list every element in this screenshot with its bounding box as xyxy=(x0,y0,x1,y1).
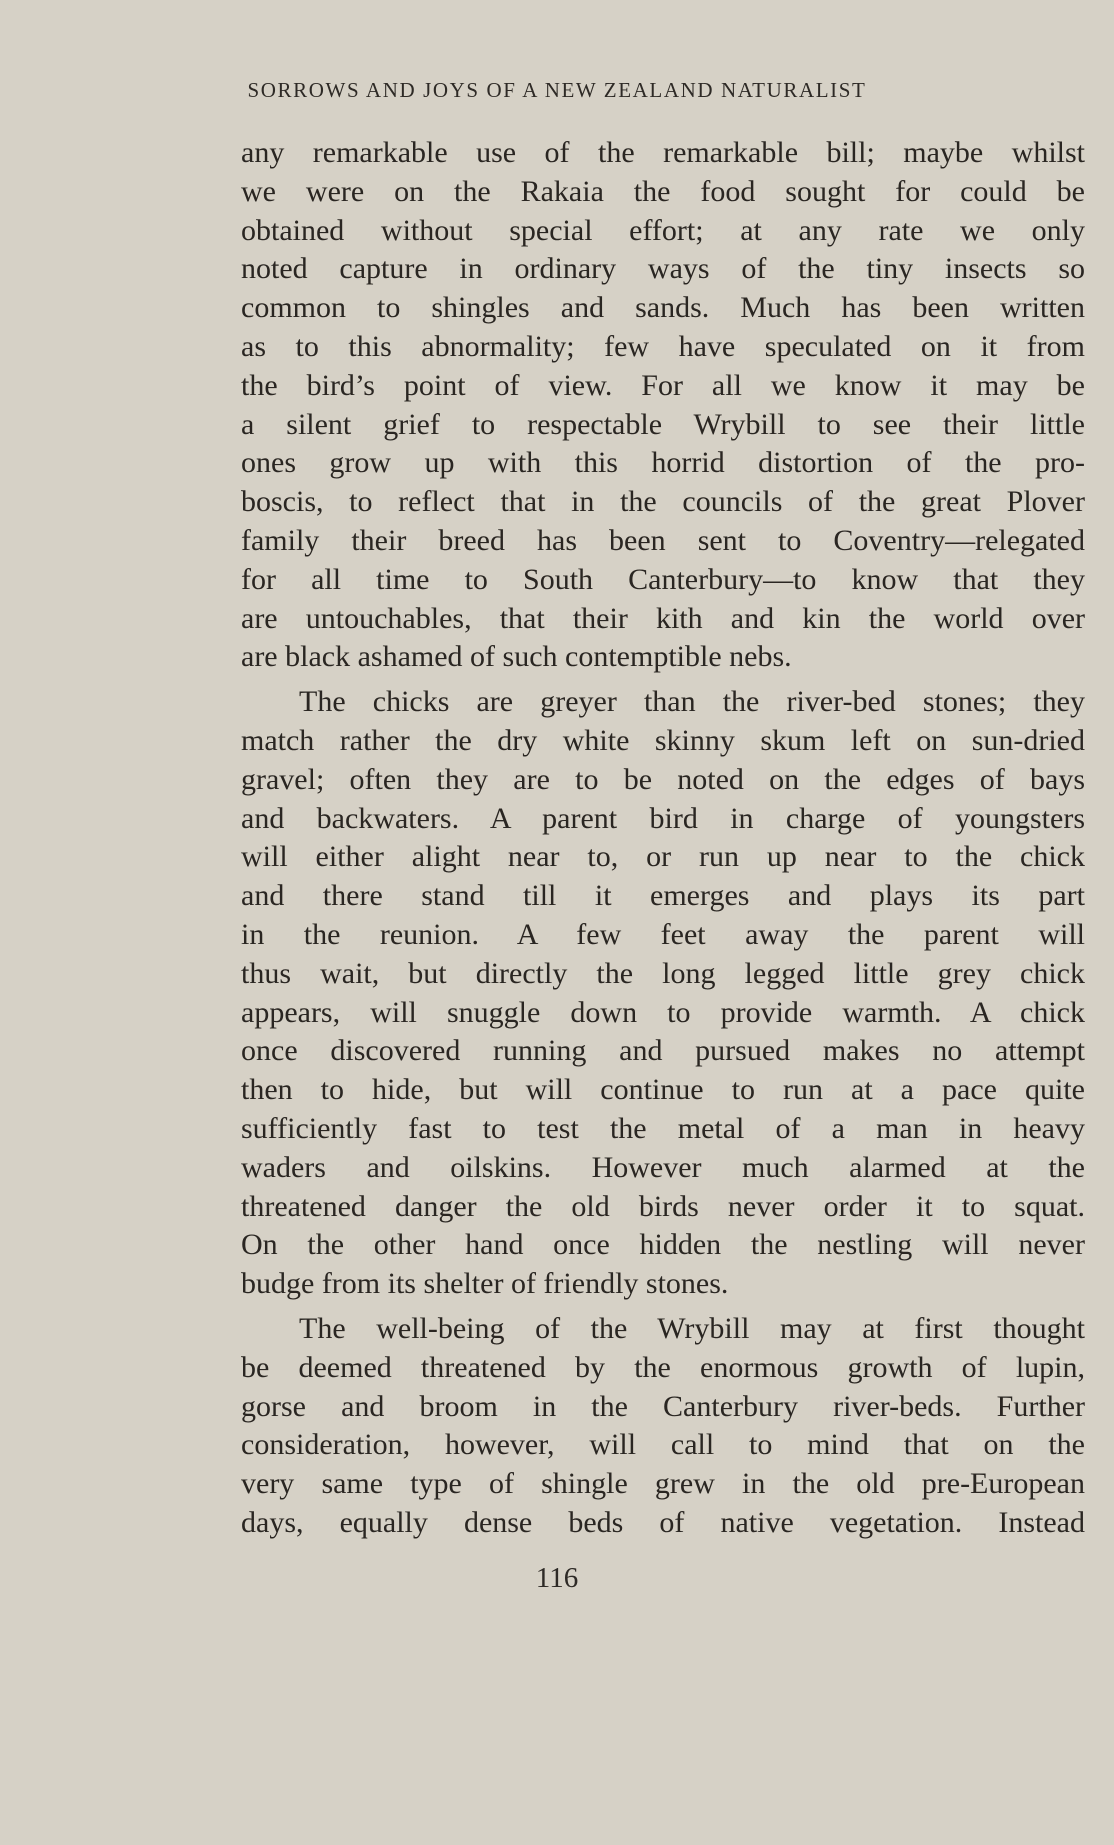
text-line: match rather the dry white skinny skum left on sun-dried xyxy=(241,723,1085,757)
text-line: days, equally dense beds of native vegetation. Instead xyxy=(241,1505,1085,1539)
text-line: gravel; often they are to be noted on the edges of bays xyxy=(241,762,1085,796)
text-line: for all time to South Canterbury—to know that they xyxy=(241,562,1085,596)
paragraph-2 xyxy=(241,683,1085,1304)
body-text xyxy=(241,134,1085,1543)
text-line: waders and oilskins. However much alarmed at the xyxy=(241,1150,1085,1184)
text-line: the bird’s point of view. For all we know it may be xyxy=(241,368,1085,402)
text-line: a silent grief to respectable Wrybill to see their little xyxy=(241,407,1085,441)
text-line: The well-being of the Wrybill may at first thought xyxy=(299,1311,1085,1345)
paragraph-3 xyxy=(241,1310,1085,1543)
text-line: obtained without special effort; at any rate we only xyxy=(241,213,1085,247)
text-line: The chicks are greyer than the river-bed stones; they xyxy=(299,685,1085,719)
text-line: very same type of shingle grew in the old pre-European xyxy=(241,1467,1085,1501)
text-line: thus wait, but directly the long legged little grey chick xyxy=(241,956,1085,990)
text-line: as to this abnormality; few have speculated on it from xyxy=(241,329,1085,363)
text-line: be deemed threatened by the enormous growth of lupin, xyxy=(241,1350,1085,1384)
page-number: 116 xyxy=(535,1562,579,1594)
text-line: noted capture in ordinary ways of the tiny insects so xyxy=(241,252,1085,286)
text-line: are black ashamed of such contemptible nebs. xyxy=(241,640,792,674)
text-line: in the reunion. A few feet away the parent will xyxy=(241,917,1085,951)
text-line: ones grow up with this horrid distortion of the pro- xyxy=(241,446,1085,480)
text-line: appears, will snuggle down to provide warmth. A chick xyxy=(241,995,1085,1029)
text-line: sufficiently fast to test the metal of a man in heavy xyxy=(241,1111,1085,1145)
text-line: once discovered running and pursued makes no attempt xyxy=(241,1034,1085,1068)
text-line: will either alight near to, or run up near to the chick xyxy=(241,840,1085,874)
text-line: any remarkable use of the remarkable bill; maybe whilst xyxy=(241,136,1085,169)
text-line: On the other hand once hidden the nestling will never xyxy=(241,1228,1085,1262)
text-line: threatened danger the old birds never order it to squat. xyxy=(241,1189,1085,1223)
text-line: and backwaters. A parent bird in charge of youngsters xyxy=(241,801,1085,835)
text-line: gorse and broom in the Canterbury river-beds. Further xyxy=(241,1389,1085,1423)
text-line: consideration, however, will call to mind that on the xyxy=(241,1428,1085,1462)
text-line: and there stand till it emerges and plays its part xyxy=(241,879,1085,913)
paragraph-1 xyxy=(241,134,1085,677)
text-line: common to shingles and sands. Much has been written xyxy=(241,291,1085,325)
text-line: boscis, to reflect that in the councils of the great Plover xyxy=(241,485,1085,519)
text-line: then to hide, but will continue to run at a pace quite xyxy=(241,1073,1085,1107)
text-line: are untouchables, that their kith and kin the world over xyxy=(241,601,1085,635)
running-head: SORROWS AND JOYS OF A NEW ZEALAND NATURALIST xyxy=(247,78,867,102)
text-line: family their breed has been sent to Coventry—relegated xyxy=(241,523,1085,557)
text-line: budge from its shelter of friendly stones. xyxy=(241,1267,729,1301)
text-line: we were on the Rakaia the food sought for could be xyxy=(241,174,1085,208)
